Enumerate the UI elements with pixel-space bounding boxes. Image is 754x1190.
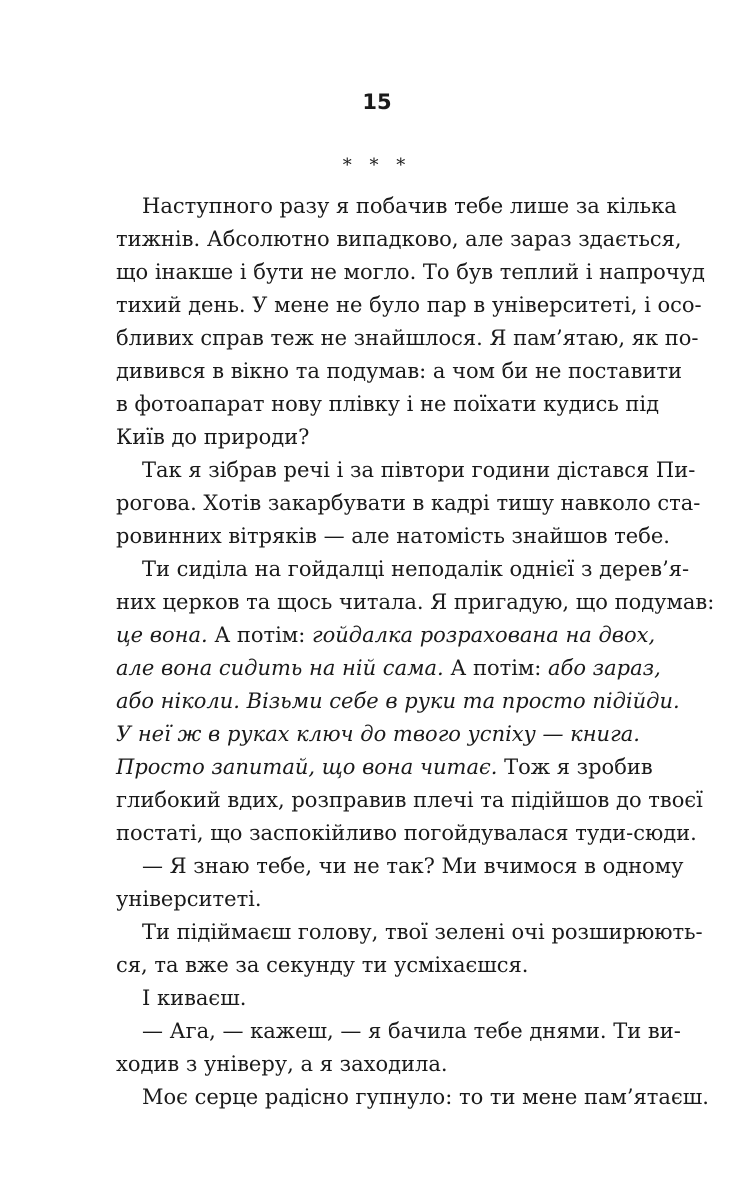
text-segment: ходив з універу, а я заходила. xyxy=(116,1052,448,1076)
text-line xyxy=(90,784,703,817)
text-line xyxy=(90,289,702,322)
text-segment: Так я зібрав речі і за півтори години дістався Пи- xyxy=(142,458,696,482)
text-line xyxy=(90,982,624,1015)
text-segment: рогова. Хотів закарбувати в кадрі тишу навколо ста- xyxy=(116,491,701,515)
text-line xyxy=(90,619,656,652)
text-segment: дивився в вікно та подумав: а чом би не поставити xyxy=(116,359,683,383)
italic-text: але вона сидить на ній сама. xyxy=(116,656,444,680)
text-segment: тихий день. У мене не було пар в університеті, і осо- xyxy=(116,293,702,317)
text-line xyxy=(90,388,660,421)
text-line xyxy=(90,718,640,751)
text-line xyxy=(90,256,705,289)
body-text xyxy=(90,190,715,1114)
text-segment: А потім: xyxy=(207,623,312,647)
text-segment: них церков та щось читала. Я пригадую, що подумав: xyxy=(116,590,715,614)
text-line xyxy=(90,454,696,487)
text-segment: тижнів. Абсолютно випадково, але зараз здається, xyxy=(116,227,682,251)
text-segment: А потім: xyxy=(443,656,549,680)
text-line xyxy=(90,916,703,949)
text-line xyxy=(90,487,701,520)
text-segment: університеті. xyxy=(116,887,262,911)
text-line xyxy=(90,553,690,586)
text-segment: бливих справ теж не знайшлося. Я пам’ятаю, як по- xyxy=(116,326,699,350)
paragraph xyxy=(90,982,624,1015)
italic-text: або зараз, xyxy=(548,656,661,680)
text-line xyxy=(90,223,682,256)
text-line xyxy=(90,1081,709,1114)
text-segment: постаті, що заспокійливо погойдувалася туди-сюди. xyxy=(116,821,697,845)
text-segment: Тож я зробив xyxy=(497,755,653,779)
text-line xyxy=(90,652,661,685)
text-line xyxy=(90,586,715,619)
section-separator: * * * xyxy=(342,155,412,176)
paragraph xyxy=(90,916,703,982)
text-line xyxy=(90,1048,624,1081)
text-segment: глибокий вдих, розправив плечі та підійшов до твоєї xyxy=(116,788,703,812)
text-segment: Київ до природи? xyxy=(116,425,310,449)
text-line xyxy=(90,817,697,850)
text-segment: Наступного разу я побачив тебе лише за кілька xyxy=(142,194,677,218)
text-line xyxy=(90,421,624,454)
text-line xyxy=(90,322,699,355)
text-segment: ровинних вітряків — але натомість знайшов тебе. xyxy=(116,524,670,548)
text-segment: — Ага, — кажеш, — я бачила тебе днями. Ти ви- xyxy=(142,1019,681,1043)
paragraph xyxy=(90,1015,681,1081)
text-segment: І киваєш. xyxy=(142,986,247,1010)
italic-text: це вона. xyxy=(116,623,208,647)
text-segment: — Я знаю тебе, чи не так? Ми вчимося в одному xyxy=(142,854,684,878)
text-line xyxy=(90,355,683,388)
text-line xyxy=(90,190,677,223)
italic-text: або ніколи. Візьми себе в руки та просто підійди. xyxy=(116,689,680,713)
paragraph xyxy=(90,553,715,850)
paragraph xyxy=(90,454,701,553)
text-segment: Ти сиділа на гойдалці неподалік однієї з дерев’я- xyxy=(142,557,690,581)
text-line xyxy=(90,883,624,916)
text-segment: Моє серце радісно гупнуло: то ти мене пам’ятаєш. xyxy=(142,1085,709,1109)
text-line xyxy=(90,520,670,553)
page-number: 15 xyxy=(362,90,392,114)
text-segment: в фотоапарат нову плівку і не поїхати кудись під xyxy=(116,392,660,416)
text-segment: ся, та вже за секунду ти усміхаєшся. xyxy=(116,953,529,977)
text-line xyxy=(90,685,680,718)
text-segment: Ти підіймаєш голову, твої зелені очі розширюють- xyxy=(142,920,703,944)
paragraph xyxy=(90,190,705,454)
text-line xyxy=(90,751,653,784)
text-line xyxy=(90,1015,681,1048)
text-line xyxy=(90,949,624,982)
italic-text: гойдалка розрахована на двох, xyxy=(311,623,656,647)
text-segment: що інакше і бути не могло. То був теплий і напрочуд xyxy=(116,260,705,284)
italic-text: У неї ж в руках ключ до твого успіху — книга. xyxy=(116,722,640,746)
paragraph xyxy=(90,1081,709,1114)
text-line xyxy=(90,850,684,883)
italic-text: Просто запитай, що вона читає. xyxy=(116,755,498,779)
paragraph xyxy=(90,850,684,916)
